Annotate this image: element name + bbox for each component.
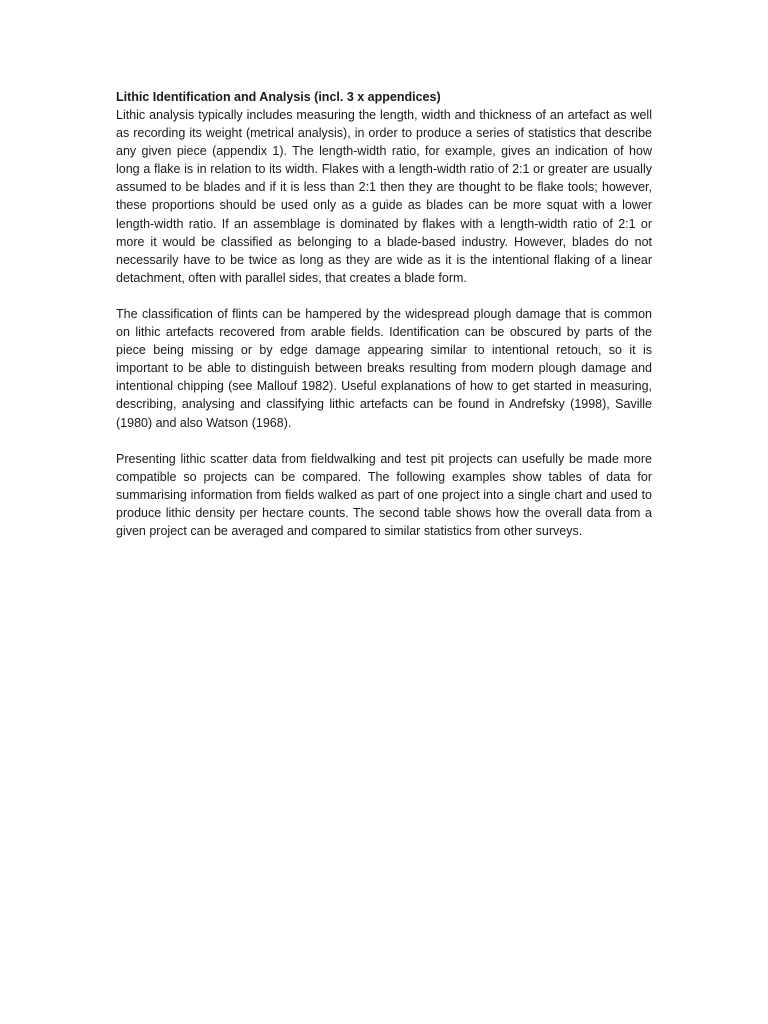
paragraph-scatter-data: Presenting lithic scatter data from fieldwalking and test pit projects can usefully be made more compatible so projects can be compared. The following examples show tables of data for summarising information from fields walked as part of one project into a single chart and used to produce lithic density per hectare counts. The second table shows how the overall data from a given project can be averaged and compared to similar statistics from other surveys.	[116, 451, 652, 538]
paragraph-metrical-analysis: Lithic analysis typically includes measuring the length, width and thickness of an artefact as well as recording its weight (metrical analysis), in order to produce a series of statistics that describe any given piece (appendix 1). The length-width ratio, for example, gives an indication of how long a flake is in relation to its width. Flakes with a length-width ratio of 2:1 or greater are usually assumed to be blades and if it is less than 2:1 then they are thought to be flake tools; however, these proportions should be used only as a guide as blades can be more squat with a lower length-width ratio. If an assemblage is dominated by flakes with a length-width ratio of 2:1 or more it would be classified as belonging to a blade-based industry. However, blades do not necessarily have to be twice as long as they are wide as it is the intentional flaking of a linear detachment, often with parallel sides, that creates a blade form.	[116, 108, 652, 285]
paragraph-classification: The classification of flints can be hampered by the widespread plough damage that is common on lithic artefacts recovered from arable fields. Identification can be obscured by parts of the piece being missing or by edge damage appearing similar to intentional retouch, so it is important to be able to distinguish between breaks resulting from modern plough damage and intentional chipping (see Mallouf 1982). Useful explanations of how to get started in measuring, describing, analysing and classifying lithic artefacts can be found in Andrefsky (1998), Saville (1980) and also Watson (1968).	[116, 306, 652, 430]
document-title: Lithic Identification and Analysis (incl. 3 x appendices)	[116, 90, 441, 104]
document-page	[116, 88, 652, 558]
